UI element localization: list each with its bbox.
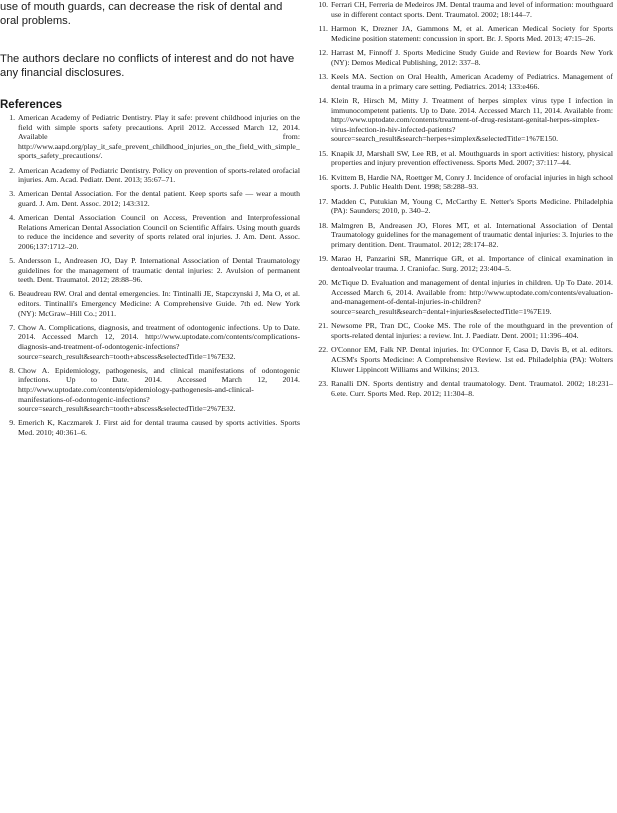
reference-list-right (313, 0, 613, 398)
reference-list-left (0, 113, 300, 438)
reference-item (0, 213, 300, 251)
references-heading: References (0, 99, 63, 111)
reference-text: Knapik JJ, Marshall SW, Lee RB, et al. Mouthguards in sport activities: history, physical properties and injury prevention effectiveness. Sports Med. 2007; 37:117–44. (331, 148, 613, 168)
reference-number: 6. (9, 289, 15, 299)
reference-item (313, 197, 613, 216)
reference-text: Andersson L, Andreasen JO, Day P. International Association of Dental Traumatology guidelines for the management of traumatic dental injuries: 2. Avulsion of permanent teeth. Dent. Traumatol. 2012; 28:88–96. (18, 256, 300, 285)
reference-text: Harmon K, Drezner JA, Gammons M, et al. American Medical Society for Sports Medicine position statement: concussion in sport. Br. J. Sports Med. 2013; 47:15–26. (331, 23, 613, 43)
reference-item (313, 379, 613, 398)
reference-item (0, 418, 300, 437)
reference-number: 18. (318, 220, 328, 230)
reference-item (0, 256, 300, 285)
reference-item (0, 289, 300, 318)
reference-text: American Dental Association Council on Access, Prevention and Interprofessional Relations American Dental Association Council on Scientific Affairs. Using mouth guards to reduce the incidence and severity of sports related oral injuries. J. Am. Dent. Assoc. 2006;137:1712–20. (18, 213, 300, 251)
reference-text: Madden C, Putukian M, Young C, McCarthy E. Netter's Sports Medicine. Philadelphia (PA): Saunders; 2010, p. 340–2. (331, 196, 613, 216)
reference-number: 20. (318, 278, 328, 288)
reference-number: 14. (318, 95, 328, 105)
reference-number: 13. (318, 71, 328, 81)
reference-number: 4. (9, 213, 15, 223)
reference-text: Beaudreau RW. Oral and dental emergencies. In: Tintinalli JE, Stapczynski J, Ma O, et al. editors. Tintinalli's Emergency Medicine: A Comprehensive Guide. 7th ed. New York (NY): McGraw–Hill Co.; 2011. (18, 289, 300, 318)
reference-item (0, 189, 300, 208)
reference-text: O'Connor EM, Falk NP. Dental injuries. In: O'Connor F, Casa D, Davis B, et al. editors. ACSM's Sports Medicine: A Comprehensive Review. 1st ed. Philadelphia (PA): Wolters Kluwer Lippincott Williams and Wilkins; 2013. (331, 345, 613, 374)
reference-number: 9. (9, 418, 15, 428)
reference-text: McTique D. Evaluation and management of dental injuries in children. Up To Date. 2014. Accessed March 6, 2014. Available from: http://www.uptodate.com/contents/evaluation-and-management-of-dental-injuries-in-children?source=search_result&search=dental+injuries&selectedTitle=1%7E19. (331, 278, 613, 316)
reference-text: American Academy of Pediatric Dentistry. Play it safe: prevent childhood injuries on the field with simple sports safety precautions. April 2012. Accessed March 12, 2014. Available from: http://www.aapd.org/play_it_safe_prevent_childhood_injuries_on_the_field_with_simple_sports_safety_precautions/. (18, 113, 300, 161)
reference-number: 8. (9, 365, 15, 375)
reference-number: 23. (318, 378, 328, 388)
reference-text: Malmgren B, Andreasen JO, Flores MT, et al. International Association of Dental Traumatology guidelines for the management of traumatic dental injuries: 3. Injuries to the primary dentition. Dent. Traumatol. 2012; 28:174–82. (331, 220, 613, 249)
reference-item (313, 321, 613, 340)
reference-text: Ferrari CH, Ferreria de Medeiros JM. Dental trauma and level of information: mouthguard use in different contact sports. Dent. Traumatol. 2002; 18:144–7. (331, 0, 613, 19)
reference-number: 1. (9, 113, 15, 122)
reference-item (313, 278, 613, 316)
reference-item (313, 149, 613, 168)
right-column (313, 0, 613, 403)
reference-number: 21. (318, 321, 328, 331)
reference-number: 12. (318, 47, 328, 57)
reference-text: Marao H, Panzarini SR, Manrrique GR, et al. Importance of clinical examination in dentoalveolar trauma. J. Craniofac. Surg. 2012; 23:404–5. (331, 254, 613, 273)
reference-item (0, 323, 300, 361)
reference-text: Klein R, Hirsch M, Mitty J. Treatment of herpes simplex virus type I infection in immunocompetent patients. Up to Date. 2014. Accessed March 11, 2014. Available from: http://www.uptodate.com/contents/treatment-of-drug-resistant-genital-herpes-simplex-virus-infection-in-hiv-infected-patients?source=search_result&search=herpes+simplex&selectedTitle=1%7E150. (331, 95, 613, 144)
reference-number: 22. (318, 345, 328, 355)
reference-number: 3. (9, 189, 15, 199)
intro-text: use of mouth guards, can decrease the risk of dental and oral problems. (0, 1, 283, 27)
reference-item (313, 24, 613, 43)
reference-number: 19. (318, 254, 328, 264)
reference-number: 11. (318, 23, 328, 33)
reference-item (0, 366, 300, 414)
reference-text: Ranalli DN. Sports dentistry and dental traumatology. Dent. Traumatol. 2002; 18:231–6.ete. Curr. Sports Med. Rep. 2012; 11:304–8. (331, 378, 613, 398)
reference-number: 16. (318, 172, 328, 182)
reference-item (313, 221, 613, 250)
reference-text: Chow A. Complications, diagnosis, and treatment of odontogenic infections. Up to Date. 2014. Accessed March 12, 2014. http://www.uptodate.com/contents/complications-diagnosis-and-treatment-of-odontogenic-infections?source=search_result&search=tooth+abscess&selectedTitle=1%7E32. (18, 322, 300, 361)
reference-text: Harrast M, Finnoff J. Sports Medicine Study Guide and Review for Boards New York (NY): Demos Medical Publishing, 2012: 337–8. (331, 47, 613, 67)
reference-item (313, 0, 613, 19)
reference-number: 2. (9, 165, 15, 175)
reference-text: American Dental Association. For the dental patient. Keep sports safe — wear a mouth guard. J. Am. Dent. Assoc. 2012; 143:312. (18, 189, 300, 208)
reference-item (0, 166, 300, 185)
reference-item (313, 96, 613, 144)
reference-text: American Academy of Pediatric Dentistry. Policy on prevention of sports-related orofacial injuries. Am. Acad. Pediatr. Dent. 2013; 35:67–71. (18, 165, 300, 185)
conflict-disclosure: The authors declare no conflicts of interest and do not have any financial disclosures. (0, 53, 295, 79)
reference-item (313, 72, 613, 91)
reference-number: 17. (318, 196, 328, 206)
reference-item (313, 48, 613, 67)
reference-number: 5. (9, 256, 15, 266)
reference-text: Chow A. Epidemiology, pathogenesis, and clinical manifestations of odontogenic infections. Up to Date. 2014. Accessed March 12, 2014. http://www.uptodate.com/contents/epidemiology-pathogenesis-and-clinical-manifestations-of-odontogenic-infections?source=search_result&search=tooth+abscess&selectedTitle=2%7E32. (18, 365, 300, 414)
left-column (0, 0, 300, 442)
reference-number: 7. (9, 322, 15, 332)
reference-number: 10. (318, 0, 328, 9)
reference-item (313, 254, 613, 273)
reference-item (313, 345, 613, 374)
reference-item (0, 113, 300, 161)
reference-number: 15. (318, 148, 328, 158)
reference-text: Kvittem B, Hardie NA, Roettger M, Conry J. Incidence of orofacial injuries in high school sports. J. Public Health Dent. 1998; 58:288–93. (331, 172, 613, 192)
reference-text: Keels MA. Section on Oral Health, American Academy of Pediatrics. Management of dental trauma in a primary care setting. Pediatrics. 2014; 133:e466. (331, 71, 613, 91)
reference-item (313, 173, 613, 192)
reference-text: Emerich K, Kaczmarek J. First aid for dental trauma caused by sports activities. Sports Med. 2010; 40:361–6. (18, 418, 300, 437)
reference-text: Newsome PR, Tran DC, Cooke MS. The role of the mouthguard in the prevention of sports-related dental injuries: a review. Int. J. Paediatr. Dent. 2001; 11:396–404. (331, 321, 613, 340)
